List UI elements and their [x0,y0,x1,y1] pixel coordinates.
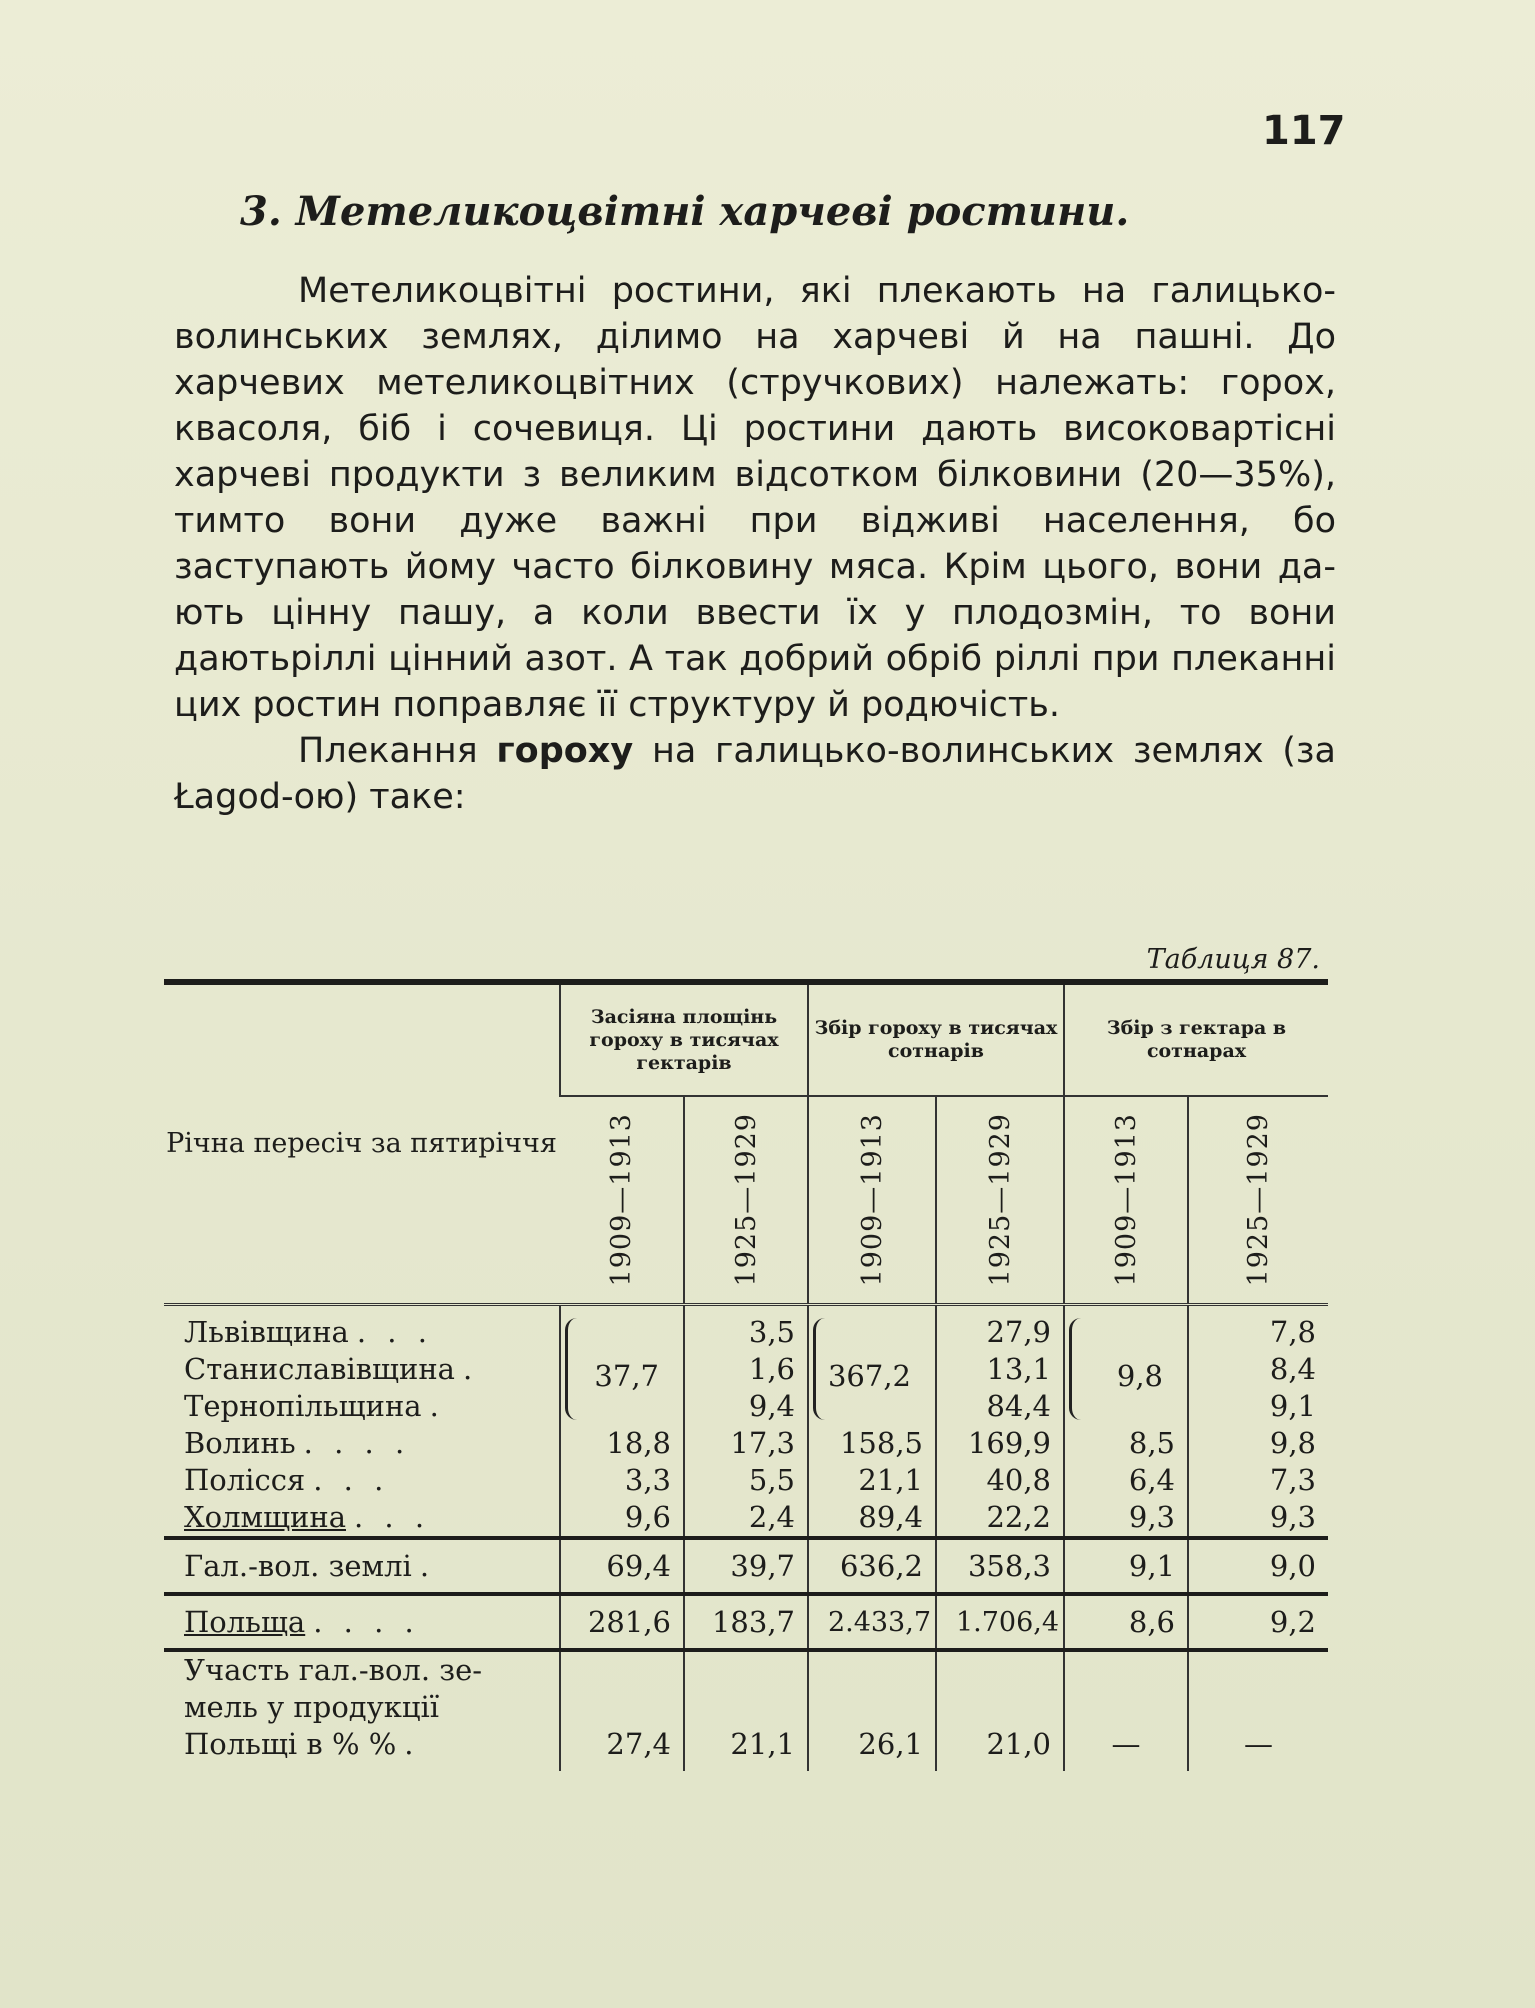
table-caption: Таблиця 87. [1146,944,1320,975]
year-header [936,1096,1064,1305]
row-label: Польща [184,1605,306,1639]
cell: 9,3 [1269,1500,1317,1534]
data-table [164,979,1328,1771]
region-rows [164,1305,1328,1539]
leader-dots: . [419,1549,436,1583]
row-label: Волинь [184,1426,296,1460]
share-label-line [184,1726,559,1763]
cell: 8,6 [1064,1594,1188,1650]
table-row-label [184,1351,559,1388]
row-label: Польщі в % % [184,1727,397,1761]
share-label-line: Участь гал.-вол. зе- [184,1653,483,1687]
cell: 84,4 [986,1389,1052,1423]
cell: 40,8 [986,1463,1052,1497]
cell: 7,8 [1269,1315,1317,1349]
cell: 7,3 [1269,1463,1317,1497]
cell: 158,5 [839,1426,923,1460]
leader-dots: . . . [313,1463,390,1497]
cell: 1,6 [748,1352,795,1386]
cell: 9,8 [1269,1426,1317,1460]
cell: 9,2 [1188,1594,1328,1650]
cell: 69,4 [560,1538,684,1594]
row-label: Гал.-вол. землі [184,1549,412,1583]
cell: 21,1 [684,1650,808,1771]
row-label-cell [164,1538,560,1594]
cell: 169,9 [967,1426,1052,1460]
table-row-label [184,1388,559,1425]
year-label: 1909—1913 [606,1113,637,1287]
cell: — [1064,1650,1188,1771]
cell: 27,4 [560,1650,684,1771]
table-row-total-poland [164,1594,1328,1650]
cell: 9,3 [1128,1500,1176,1534]
cell: 9,6 [624,1500,671,1534]
leader-dots: . . . [354,1500,431,1534]
share-label-cell [164,1650,560,1771]
cell: 1.706,4 [936,1594,1064,1650]
cell: 17,3 [730,1426,795,1460]
merged-value: 9,8 [1116,1359,1164,1393]
area-1925-column [684,1305,808,1539]
cell: 5,5 [748,1463,795,1497]
merged-value: 367,2 [827,1359,911,1393]
cell: 13,1 [986,1352,1052,1386]
yield-1925-column [1188,1305,1328,1539]
group-header-yield: Збір з гектара в сотнарах [1064,982,1328,1096]
table-row-label [184,1425,559,1462]
cell: 3,3 [624,1463,671,1497]
row-label: Тернопільщина [184,1389,422,1423]
body-text [174,268,1336,820]
cell: — [1188,1650,1328,1771]
cell: 8,5 [1128,1426,1176,1460]
cell: 183,7 [684,1594,808,1650]
merged-cell-wrap [809,1314,923,1425]
leader-dots: . . . . [303,1426,411,1460]
cell: 9,1 [1269,1389,1317,1423]
cell: 3,5 [748,1315,795,1349]
cell: 26,1 [808,1650,936,1771]
year-label: 1925—1929 [1243,1113,1275,1287]
paragraph-2 [174,728,1336,820]
page-number: 117 [1262,108,1346,154]
cell: 22,2 [986,1500,1052,1534]
year-header [684,1096,808,1305]
cell: 281,6 [560,1594,684,1650]
row-label: Станиславівщина [184,1352,455,1386]
year-label: 1909—1913 [856,1113,888,1287]
table-row-label [184,1314,559,1351]
table-row-total-galicia-volhynia [164,1538,1328,1594]
share-label-line: мель у продукції [184,1690,440,1724]
cell: 27,9 [986,1315,1052,1349]
year-label: 1925—1929 [984,1113,1016,1287]
cell: 636,2 [808,1538,936,1594]
cell: 9,1 [1064,1538,1188,1594]
leader-dots: . . . . [313,1605,420,1639]
paragraph-2-start: Плекання [298,731,497,771]
cell: 9,4 [748,1389,795,1423]
row-label: Львівщина [184,1315,349,1349]
year-header [1064,1096,1188,1305]
region-labels [164,1305,560,1539]
area-1909-column [560,1305,684,1539]
stub-header: Річна пересіч за пятиріччя [164,982,560,1305]
leader-dots: . [404,1727,420,1761]
paragraph-1: Метеликоцвітні ростини, які плекають на галицько-волинських землях, ділимо на харчеві й на пашні. До харчевих метеликоцвітних (стручкових) належать: горох, квасоля, біб і сочевиця. Ці ростини дають високовартісні харчеві продукти з великим відсотком білковини (20—35%), тимто вони дуже важні при відживі населення, бо заступають йому часто білковину мяса. Крім цього, вони дають цінну пашу, а коли ввести їх у плодозмін, то вони даютьріллі цінний азот. А так добрий обріб ріллі при плеканні цих ростин поправляє її структуру й родючість. [174,271,1336,725]
leader-dots: . . . [356,1315,433,1349]
merged-cell-wrap [561,1314,671,1425]
table-row-label [184,1499,559,1536]
row-label-cell [164,1594,560,1650]
section-title: 3. Метеликоцвітні харчеві ростини. [240,188,1130,235]
cell: 89,4 [858,1500,923,1534]
harvest-1925-column [936,1305,1064,1539]
leader-dots: . [429,1389,445,1423]
group-header-harvest: Збір гороху в тисячах сотнарів [808,982,1064,1096]
merged-value: 37,7 [594,1359,659,1393]
year-header [560,1096,684,1305]
year-header [808,1096,936,1305]
year-header [1188,1096,1328,1305]
cell: 9,0 [1188,1538,1328,1594]
paragraph-2-end: на галицько-волинських землях (за Łagod-ою) таке: [174,731,1336,817]
cell: 8,4 [1269,1352,1317,1386]
row-label: Холмщина [184,1500,346,1534]
table-row-label [184,1462,559,1499]
cell: 39,7 [684,1538,808,1594]
merged-cell-wrap [1065,1314,1175,1425]
harvest-1909-column [808,1305,936,1539]
yield-1909-column [1064,1305,1188,1539]
cell: 21,1 [858,1463,923,1497]
cell: 21,0 [936,1650,1064,1771]
table-row-share [164,1650,1328,1771]
row-label: Полісся [184,1463,306,1497]
cell: 358,3 [936,1538,1064,1594]
cell: 18,8 [606,1426,671,1460]
paragraph-2-emphasis: гороху [496,731,634,771]
group-header-area: Засіяна площінь гороху в тисячах гектарів [560,982,808,1096]
year-label: 1909—1913 [1110,1113,1142,1287]
cell: 6,4 [1128,1463,1176,1497]
cell: 2,4 [748,1500,795,1534]
cell: 2.433,7 [808,1594,936,1650]
leader-dots: . [462,1352,479,1386]
year-label: 1925—1929 [730,1113,762,1287]
